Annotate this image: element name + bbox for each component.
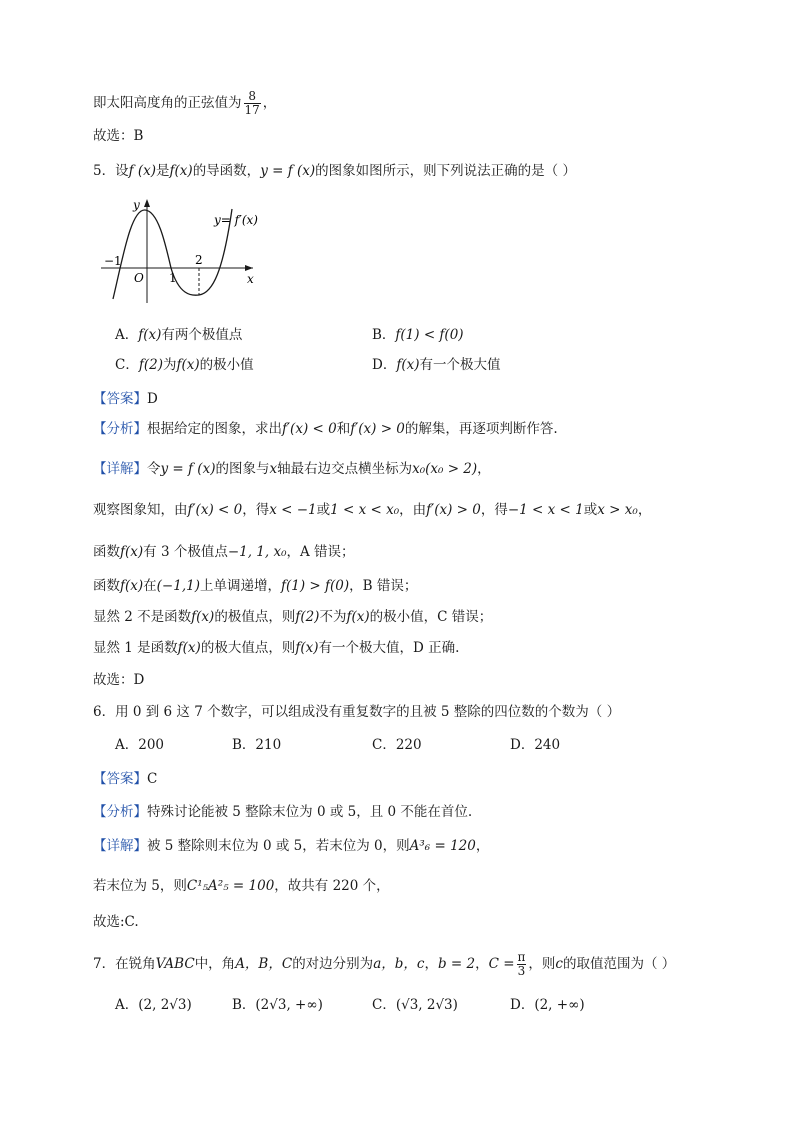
t: 中，角 [194, 956, 236, 972]
q6-answer [93, 769, 157, 789]
m: f(x) [177, 640, 201, 656]
q7-option-a: A．(2, 2√3) [115, 997, 192, 1013]
t: 不为 [319, 609, 347, 625]
option-math: f(x) [138, 327, 162, 343]
m: f′(x) < 0 [187, 502, 243, 518]
t: 的取值范围为（ ） [562, 956, 676, 972]
m: c [555, 956, 563, 972]
q5-stem-d: 的图象如图所示，则下列说法正确的是（ ） [315, 163, 576, 179]
t: 上单调递增， [199, 578, 281, 594]
q5-detail-4 [93, 576, 417, 596]
fraction-numerator: π [517, 950, 526, 964]
q5-option-a [115, 325, 242, 345]
q5-detail-6 [93, 638, 459, 658]
m: VABC [155, 956, 195, 972]
q5-answer [93, 389, 158, 409]
q5-choice: 故选：D [93, 672, 145, 688]
option-letter: D． [372, 357, 397, 373]
m: 1 < x < x₀ [330, 502, 400, 518]
answer-tag: 【答案】 [93, 391, 147, 407]
t: 的极小值，C 错误； [369, 609, 493, 625]
t: ， [637, 502, 652, 518]
q6-option-c: C．220 [372, 737, 422, 753]
t: 在 [143, 578, 157, 594]
q6-option-a: A．200 [115, 737, 165, 753]
t: ， [475, 956, 489, 972]
label-y: y [133, 198, 140, 212]
t: 有 3 个极值点 [143, 544, 228, 560]
t: 的极大值点，则 [200, 640, 296, 656]
detail-tag: 【详解】 [93, 838, 147, 854]
option-text: 有两个极值点 [161, 327, 243, 343]
m: x₀(x₀ > 2) [412, 461, 478, 477]
m: f(x) [346, 609, 370, 625]
prev-comma: ， [262, 95, 277, 111]
q6-choice: 故选:C. [93, 914, 139, 930]
q5-stem-fx2: f(x) [169, 163, 193, 179]
m: b = 2 [437, 956, 476, 972]
option-math: f(2) [138, 357, 163, 373]
m: −1, 1, x₀ [227, 544, 287, 560]
q5-detail-2 [93, 500, 651, 520]
m: x > x₀ [597, 502, 638, 518]
t: 显然 1 是函数 [93, 640, 178, 656]
t: ，B 错误； [349, 578, 418, 594]
fraction-numerator: 8 [244, 90, 261, 104]
t: 的对边分别为 [292, 956, 374, 972]
t: 或 [316, 502, 331, 518]
m: A，B，C [235, 956, 293, 972]
m: C = [488, 956, 515, 972]
derivative-graph [93, 195, 273, 310]
q5-option-c [115, 355, 254, 375]
t: 轴最右边交点横坐标为 [277, 461, 413, 477]
m: f(x) [191, 609, 215, 625]
option-math: f(x) [396, 357, 420, 373]
q5-stem [93, 161, 576, 181]
prev-choice: 故选：B [93, 128, 144, 144]
q5-option-b [372, 325, 464, 345]
analysis-tag: 【分析】 [93, 421, 147, 437]
t: 有一个极大值，D 正确. [318, 640, 460, 656]
x-axis-arrow [245, 265, 253, 271]
m: (−1,1) [156, 578, 200, 594]
q7-option-c: C．(√3, 2√3) [372, 997, 458, 1013]
t: 7．在锐角 [93, 956, 156, 972]
q6-option-d: D．240 [510, 737, 561, 753]
answer-value: C [147, 771, 158, 787]
m: A³₆ = 120 [409, 838, 476, 854]
option-mid: 为 [162, 357, 177, 373]
m: x < −1 [269, 502, 317, 518]
option-math: f(1) < f(0) [395, 327, 464, 343]
q7-option-d: D．(2, +∞) [510, 997, 585, 1013]
t: 或 [583, 502, 598, 518]
q7-fraction [517, 951, 527, 978]
prev-sine-text: 即太阳高度角的正弦值为 [93, 95, 242, 111]
t: 的解集，再逐项判断作答. [404, 421, 558, 437]
label-minus-one: −1 [104, 254, 122, 268]
label-x: x [247, 272, 254, 286]
m: f(1) > f(0) [280, 578, 350, 594]
t: 函数 [93, 578, 120, 594]
prev-sine-line [93, 90, 276, 117]
answer-tag: 【答案】 [93, 771, 147, 787]
m: f(x) [295, 640, 319, 656]
detail-tag: 【详解】 [93, 461, 147, 477]
q5-stem-fx: f (x) [128, 163, 157, 179]
t: ， [477, 461, 491, 477]
q5-stem-c: 的导函数， [192, 163, 261, 179]
label-origin: O [134, 271, 144, 285]
q5-analysis [93, 419, 558, 439]
t: ，由 [399, 502, 427, 518]
q6-detail-1 [93, 836, 489, 856]
m: x [269, 461, 278, 477]
t: 观察图象知，由 [93, 502, 188, 518]
t: 函数 [93, 544, 120, 560]
m: f′(x) > 0 [426, 502, 481, 518]
m: f′(x) < 0 [282, 421, 337, 437]
t: 根据给定的图象，求出 [147, 421, 282, 437]
q5-stem-a: 5．设 [93, 163, 129, 179]
t: ， [475, 838, 490, 854]
q6-analysis [93, 802, 472, 822]
q5-detail-1 [93, 459, 491, 479]
t: 显然 2 不是函数 [93, 609, 192, 625]
option-text: 有一个极大值 [419, 357, 501, 373]
q5-stem-yfx: y = f (x) [260, 163, 316, 179]
m: f′(x) > 0 [350, 421, 405, 437]
t: ，A 错误； [286, 544, 355, 560]
t: ，则 [528, 956, 556, 972]
y-axis-arrow [144, 199, 150, 207]
t: 若末位为 5，则 [93, 878, 187, 894]
q5-stem-b: 是 [156, 163, 170, 179]
t: ，故共有 220 个， [274, 878, 390, 894]
option-letter: B． [372, 327, 396, 343]
t: 的极值点，则 [214, 609, 296, 625]
option-letter: C． [115, 357, 139, 373]
t: ， [424, 956, 438, 972]
t: 特殊讨论能被 5 整除末位为 0 或 5，且 0 不能在首位. [147, 804, 473, 820]
m: a，b，c [373, 956, 425, 972]
q5-option-d [372, 355, 500, 375]
option-text: 的极小值 [199, 357, 254, 373]
t: ，得 [480, 502, 508, 518]
t: ，得 [242, 502, 270, 518]
fraction-denominator: 3 [517, 964, 526, 978]
t: 和 [336, 421, 351, 437]
q5-detail-3 [93, 542, 355, 562]
m: f(x) [120, 578, 144, 594]
m: f(x) [120, 544, 144, 560]
m: f(2) [295, 609, 320, 625]
m: y = f (x) [160, 461, 216, 477]
answer-value: D [147, 391, 158, 407]
q6-stem: 6．用 0 到 6 这 7 个数字，可以组成没有重复数字的且被 5 整除的四位数的个数为（ ） [93, 704, 621, 720]
q7-option-b: B．(2√3, +∞) [232, 997, 323, 1013]
t: 的图象与 [215, 461, 270, 477]
option-math: f(x) [176, 357, 200, 373]
option-letter: A． [115, 327, 139, 343]
prev-fraction [244, 90, 261, 117]
q6-option-b: B．210 [232, 737, 282, 753]
q5-detail-5 [93, 607, 492, 627]
m: −1 < x < 1 [507, 502, 584, 518]
fraction-denominator: 17 [244, 103, 260, 117]
t: 令 [147, 461, 161, 477]
t: 被 5 整除则末位为 0 或 5，若末位为 0，则 [147, 838, 410, 854]
label-one: 1 [169, 271, 177, 285]
q7-stem [93, 951, 675, 978]
curve-label: y= f′(x) [214, 213, 258, 227]
analysis-tag: 【分析】 [93, 804, 147, 820]
q6-detail-2 [93, 876, 390, 896]
label-two: 2 [195, 253, 203, 267]
m: C¹₅A²₅ = 100 [186, 878, 275, 894]
